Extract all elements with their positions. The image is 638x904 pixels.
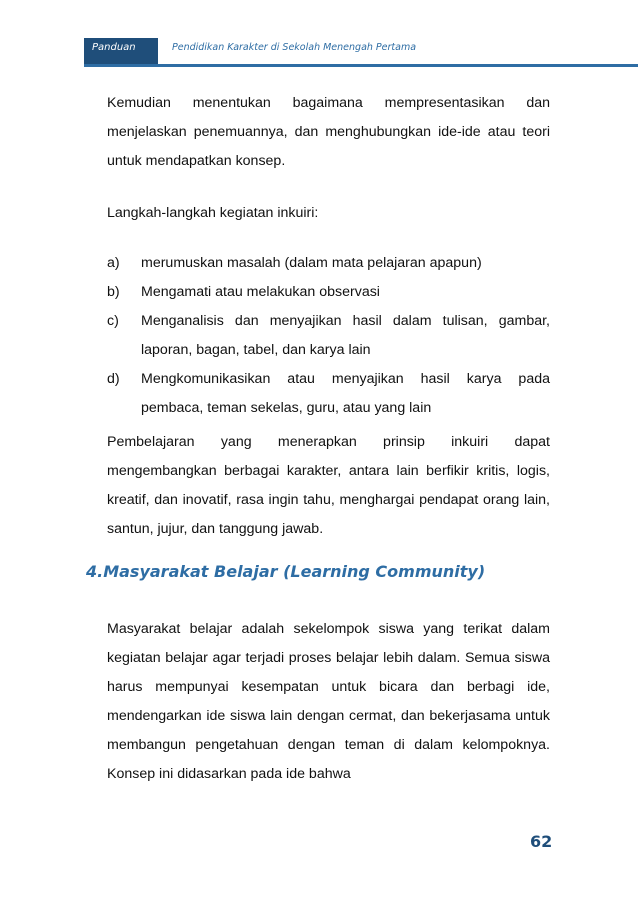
section-heading: 4.Masyarakat Belajar (Learning Community) (86, 562, 486, 581)
header-tab-label: Panduan (92, 42, 136, 53)
steps-heading: Langkah-langkah kegiatan inkuiri: (107, 205, 319, 221)
list-item-text: Mengamati atau melakukan observasi (141, 284, 380, 300)
list-item (107, 365, 550, 423)
list-item (107, 278, 550, 307)
header-title: Pendidikan Karakter di Sekolah Menengah Pertama (172, 42, 417, 53)
paragraph-learning-community: Masyarakat belajar adalah sekelompok siswa yang terikat dalam kegiatan belajar agar terjadi proses belajar lebih dalam. Semua siswa harus mempunyai kesempatan untuk bicara dan berbagi ide, mendengarkan ide siswa lain dengan cermat, dan bekerjasama untuk membangun pengetahuan dengan teman di dalam kelompoknya. Konsep ini didasarkan pada ide bahwa (107, 621, 550, 782)
list-item-label: c) (107, 313, 119, 329)
page-number: 62 (530, 832, 553, 851)
page-header (0, 0, 638, 70)
list-item-text: Mengkomunikasikan atau menyajikan hasil karya pada pembaca, teman sekelas, guru, atau yang lain (141, 371, 550, 416)
header-tab (84, 38, 158, 66)
paragraph-inquiry-character: Pembelajaran yang menerapkan prinsip inkuiri dapat mengembangkan berbagai karakter, antara lain berfikir kritis, logis, kreatif, dan inovatif, rasa ingin tahu, menghargai pendapat orang lain, santun, jujur, dan tanggung jawab. (107, 434, 550, 537)
list-item-label: d) (107, 371, 120, 387)
list-item (107, 307, 550, 365)
list-item-label: b) (107, 284, 120, 300)
list-item-label: a) (107, 255, 120, 271)
list-item-text: merumuskan masalah (dalam mata pelajaran apapun) (141, 255, 482, 271)
steps-list (107, 249, 550, 423)
header-rule (84, 64, 638, 67)
list-item (107, 249, 550, 278)
list-item-text: Menganalisis dan menyajikan hasil dalam tulisan, gambar, laporan, bagan, tabel, dan karya lain (141, 313, 550, 358)
paragraph-intro: Kemudian menentukan bagaimana mempresentasikan dan menjelaskan penemuannya, dan menghubungkan ide-ide atau teori untuk mendapatkan konsep. (107, 95, 550, 169)
